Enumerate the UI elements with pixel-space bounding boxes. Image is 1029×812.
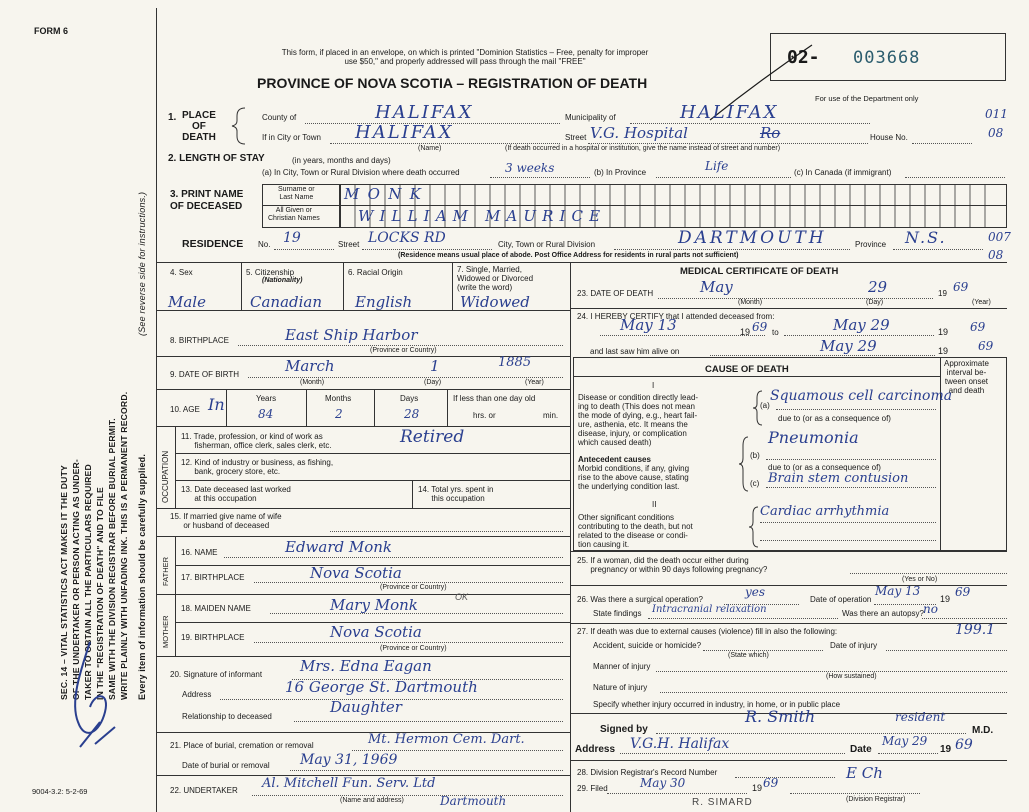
death-year-prefix: 19 bbox=[938, 289, 947, 298]
marital-status-label: 7. Single, Married, Widowed or Divorced (write the word) bbox=[457, 265, 534, 292]
dob-year-note: (Year) bbox=[525, 379, 544, 386]
residence-city-value: DARTMOUTH bbox=[678, 228, 827, 248]
citizenship-value: Canadian bbox=[250, 293, 323, 311]
residence-street-value: LOCKS RD bbox=[368, 230, 446, 246]
state-which-note: (State which) bbox=[728, 652, 769, 659]
place-code-2: 08 bbox=[988, 126, 1004, 140]
cause-b-value: Pneumonia bbox=[768, 428, 859, 447]
place-code-1: 011 bbox=[985, 107, 1008, 121]
age-label: 10. AGE bbox=[170, 405, 200, 414]
residence-code-2: 08 bbox=[988, 248, 1004, 262]
citizenship-note: (Nationality) bbox=[262, 277, 303, 284]
relationship-label: Relationship to deceased bbox=[182, 712, 272, 721]
residence-label: RESIDENCE bbox=[182, 238, 244, 250]
residence-street-label: Street bbox=[338, 240, 360, 249]
informant-signature-value: Mrs. Edna Eagan bbox=[300, 657, 432, 675]
filed-label: 29. Filed bbox=[577, 784, 608, 793]
cause-b-letter: (b) bbox=[750, 451, 760, 460]
marital-status-value: Widowed bbox=[460, 293, 530, 311]
house-no-label: House No. bbox=[870, 133, 908, 142]
racial-origin-value: English bbox=[355, 293, 413, 311]
father-name-label: 16. NAME bbox=[181, 548, 218, 557]
date-of-death-label: 23. DATE OF DEATH bbox=[577, 289, 654, 298]
handwritten-mark-icon bbox=[60, 632, 130, 752]
father-name-value: Edward Monk bbox=[285, 538, 393, 556]
sex-value: Male bbox=[168, 293, 206, 311]
cause-a-value: Squamous cell carcinoma bbox=[770, 388, 953, 404]
reg-number: 003668 bbox=[853, 48, 921, 68]
due-to-label-2: due to (or as a consequence of) bbox=[768, 463, 881, 472]
death-year-note: (Year) bbox=[972, 299, 991, 306]
injury-date-label: Date of injury bbox=[830, 641, 878, 650]
city-name-note: (Name) bbox=[418, 145, 442, 152]
other-conditions-value: Cardiac arrhythmia bbox=[760, 504, 890, 519]
cause-a-letter: (a) bbox=[760, 401, 770, 410]
attended-label: 24. I HEREBY CERTIFY that I attended deceased from: bbox=[577, 312, 775, 321]
residence-no-value: 19 bbox=[283, 230, 301, 246]
date-of-birth-label: 9. DATE OF BIRTH bbox=[170, 370, 240, 379]
mother-birthplace-value: Nova Scotia bbox=[330, 623, 422, 641]
dob-month-value: March bbox=[285, 357, 335, 375]
burial-date-label: Date of burial or removal bbox=[182, 761, 270, 770]
physician-signature: R. Smith bbox=[745, 707, 816, 726]
surname-value: MONK bbox=[344, 185, 430, 203]
last-seen-year-prefix: 19 bbox=[938, 346, 949, 356]
birthplace-label: 8. BIRTHPLACE bbox=[170, 336, 229, 345]
external-causes-label: 27. If death was due to external causes (violence) fill in also the following: bbox=[577, 627, 838, 636]
how-sustained-note: (How sustained) bbox=[826, 673, 877, 680]
undertaker-note: (Name and address) bbox=[340, 797, 404, 804]
side-text-line-3: TAKER TO OBTAIN ALL THE PARTICULARS REQUIRED bbox=[83, 464, 93, 700]
side-text-line-4: IN THE "REGISTRATION OF DEATH" AND TO FILE bbox=[95, 487, 105, 700]
side-text-line-5: SAME WITH THE DIVISION REGISTRAR BEFORE BURIAL PERMIT. bbox=[107, 418, 117, 700]
side-text-line-7: Every item of information should be carefully supplied. bbox=[137, 453, 147, 700]
dob-month-note: (Month) bbox=[300, 379, 325, 386]
autopsy-value: no bbox=[923, 602, 938, 616]
place-of-death-label: PLACE OF DEATH bbox=[182, 110, 216, 143]
certificate-year-prefix: 19 bbox=[940, 744, 952, 755]
mother-maiden-name-value: Mary Monk bbox=[330, 596, 418, 614]
father-birthplace-label: 17. BIRTHPLACE bbox=[181, 573, 245, 582]
attended-from-value: May 13 bbox=[620, 316, 677, 334]
residence-province-value: N.S. bbox=[905, 228, 947, 247]
physician-address-value: V.G.H. Halifax bbox=[630, 736, 730, 752]
filed-year-prefix: 19 bbox=[752, 783, 763, 793]
operation-date-label: Date of operation bbox=[810, 595, 872, 604]
part-two-label: II bbox=[652, 500, 657, 509]
citizenship-label: 5. Citizenship bbox=[246, 268, 295, 277]
other-brace-icon bbox=[748, 506, 760, 548]
birthplace-note: (Province or Country) bbox=[370, 347, 437, 354]
mail-notice-line-2: use $50," and properly addressed will pass through the mail "FREE" bbox=[344, 57, 586, 66]
from-year-prefix: 19 bbox=[740, 327, 751, 337]
dob-day-value: 1 bbox=[430, 357, 440, 375]
dob-year-value: 1885 bbox=[498, 355, 532, 370]
registrar-signature: E Ch bbox=[846, 764, 883, 782]
death-day-note: (Day) bbox=[866, 299, 884, 306]
age-days-label: Days bbox=[400, 394, 419, 403]
place-of-death-num: 1. bbox=[168, 112, 177, 123]
operation-date-value: May 13 bbox=[875, 584, 921, 598]
dob-day-note: (Day) bbox=[424, 379, 442, 386]
last-seen-value: May 29 bbox=[820, 337, 877, 355]
informant-address-value: 16 George St. Dartmouth bbox=[285, 678, 478, 696]
signed-by-label: Signed by bbox=[600, 724, 648, 735]
manner-label: Manner of injury bbox=[593, 662, 651, 671]
birthplace-value: East Ship Harbor bbox=[285, 326, 418, 344]
sex-label: 4. Sex bbox=[170, 268, 193, 277]
disease-label: Disease or condition directly lead- ing to death (This does not mean the mode of dying, e.g., heart fail- ure, asthenia, etc. It means the disease, injury, or complication which caused death) bbox=[578, 393, 699, 447]
attended-to-label: to bbox=[772, 328, 779, 337]
external-cause-code: 199.1 bbox=[955, 622, 996, 638]
age-in-value: In bbox=[208, 395, 225, 414]
ok-mark: OK bbox=[455, 592, 469, 602]
surname-label: Surname or Last Name bbox=[278, 186, 315, 201]
mother-birthplace-label: 19. BIRTHPLACE bbox=[181, 633, 245, 642]
specify-place-label: Specify whether injury occurred in industry, in home, or in public place bbox=[593, 700, 841, 709]
occupation-section-label: OCCUPATION bbox=[161, 450, 170, 503]
certificate-date-label: Date bbox=[850, 744, 872, 755]
stay-b-label: (b) In Province bbox=[594, 168, 647, 177]
undertaker-value: Al. Mitchell Fun. Serv. Ltd bbox=[262, 776, 436, 791]
stay-c-label: (c) In Canada (if immigrant) bbox=[794, 168, 892, 177]
form-title: PROVINCE OF NOVA SCOTIA – REGISTRATION OF DEATH bbox=[257, 75, 648, 91]
footer-code: 9004-3.2: 5-2-69 bbox=[32, 787, 88, 796]
part-one-label: I bbox=[652, 381, 655, 390]
reg-prefix: 02- bbox=[787, 47, 820, 68]
last-seen-label: and last saw him alive on bbox=[590, 347, 680, 356]
interval-label: Approximate interval be- tween onset and death bbox=[944, 359, 989, 395]
age-days-value: 28 bbox=[404, 407, 420, 421]
filed-value: May 30 bbox=[640, 776, 686, 790]
autopsy-label: Was there an autopsy? bbox=[842, 609, 924, 618]
municipality-label: Municipality of bbox=[565, 113, 616, 122]
antecedent-brace-icon bbox=[738, 436, 750, 492]
age-months-label: Months bbox=[325, 394, 352, 403]
municipality-value: HALIFAX bbox=[680, 102, 779, 123]
side-text-line-6: WRITE PLAINLY WITH UNFADING INK. THIS IS A PERMANENT RECORD. bbox=[119, 391, 129, 700]
surgery-question-label: 26. Was there a surgical operation? bbox=[577, 595, 703, 604]
filed-year-value: 69 bbox=[763, 776, 779, 790]
county-value: HALIFAX bbox=[375, 102, 474, 123]
surgery-value: yes bbox=[745, 585, 766, 599]
cause-c-letter: (c) bbox=[750, 479, 760, 488]
racial-origin-label: 6. Racial Origin bbox=[348, 268, 403, 277]
age-months-value: 2 bbox=[335, 407, 343, 421]
antecedent-note: Morbid conditions, if any, giving rise to the above cause, stating the underlying condition last. bbox=[578, 464, 690, 491]
age-years-label: Years bbox=[256, 394, 277, 403]
death-month-value: May bbox=[700, 278, 733, 296]
name-section-label: 3. PRINT NAME OF DECEASED bbox=[170, 189, 244, 212]
side-text-line-8: (See reverse side for instructions.) bbox=[137, 191, 147, 336]
county-label: County of bbox=[262, 113, 297, 122]
cause-c-value: Brain stem contusion bbox=[768, 471, 909, 486]
attended-to-value: May 29 bbox=[833, 316, 890, 334]
other-conditions-label: Other significant conditions contributing to the death, but not related to the disease or condi- tion causing it. bbox=[578, 513, 693, 549]
city-value: HALIFAX bbox=[355, 122, 454, 143]
accident-label: Accident, suicide or homicide? bbox=[593, 641, 702, 650]
stay-b-value: Life bbox=[705, 159, 729, 173]
medical-certificate-title: MEDICAL CERTIFICATE OF DEATH bbox=[680, 266, 839, 277]
department-use-note: For use of the Department only bbox=[815, 94, 919, 103]
side-text-line-2: OF THE UNDERTAKER OR PERSON ACTING AS UNDER- bbox=[71, 459, 81, 700]
mother-maiden-name-label: 18. MAIDEN NAME bbox=[181, 604, 251, 613]
attended-from-year: 69 bbox=[752, 320, 768, 334]
physician-address-label: Address bbox=[575, 744, 616, 755]
mail-notice bbox=[215, 48, 715, 66]
burial-place-label: 21. Place of burial, cremation or removal bbox=[170, 741, 314, 750]
undertaker-label: 22. UNDERTAKER bbox=[170, 786, 238, 795]
informant-address-label: Address bbox=[182, 690, 212, 699]
father-section-label: FATHER bbox=[161, 556, 170, 586]
stay-a-value: 3 weeks bbox=[505, 161, 555, 175]
min-label: min. bbox=[543, 411, 559, 420]
form-label: FORM 6 bbox=[34, 26, 69, 36]
length-of-stay-label: 2. LENGTH OF STAY bbox=[168, 153, 265, 164]
stay-a-label: (a) In City, Town or Rural Division where death occurred bbox=[262, 168, 460, 177]
hrs-label: hrs. or bbox=[473, 411, 496, 420]
less-than-day-label: If less than one day old bbox=[453, 394, 536, 403]
place-brace-icon bbox=[225, 106, 255, 146]
occupation-q14-label: 14. Total yrs. spent in this occupation bbox=[418, 485, 494, 503]
undertaker-address-value: Dartmouth bbox=[440, 794, 507, 808]
attended-to-year: 69 bbox=[970, 320, 986, 334]
cause-of-death-title: CAUSE OF DEATH bbox=[705, 364, 789, 375]
findings-value: Intracranial relaxation bbox=[652, 604, 767, 615]
mother-section-label: MOTHER bbox=[161, 615, 170, 648]
relationship-value: Daughter bbox=[330, 698, 402, 716]
mother-birthplace-note: (Province or Country) bbox=[380, 645, 447, 652]
nature-label: Nature of injury bbox=[593, 683, 648, 692]
last-seen-year: 69 bbox=[978, 339, 994, 353]
antecedent-label: Antecedent causes bbox=[578, 455, 651, 464]
spouse-label: 15. If married give name of wife or husband of deceased bbox=[170, 512, 282, 530]
burial-date-value: May 31, 1969 bbox=[300, 752, 398, 768]
residence-city-label: City, Town or Rural Division bbox=[498, 240, 596, 249]
findings-label: State findings bbox=[593, 609, 642, 618]
certificate-date-value: May 29 bbox=[882, 734, 928, 748]
residence-no-label: No. bbox=[258, 240, 271, 249]
residence-code-1: 007 bbox=[988, 230, 1011, 244]
registrar-note: (Division Registrar) bbox=[846, 796, 906, 803]
length-of-stay-note: (in years, months and days) bbox=[292, 156, 391, 165]
yes-no-note: (Yes or No) bbox=[902, 576, 938, 583]
occupation-q13-label: 13. Date deceased last worked at this occupation bbox=[181, 485, 291, 503]
side-text-line-1: SEC. 14 – VITAL STATISTICS ACT MAKES IT THE DUTY bbox=[59, 465, 69, 700]
city-label: If in City or Town bbox=[262, 133, 321, 142]
father-birthplace-value: Nova Scotia bbox=[310, 564, 402, 582]
occupation-q11-value: Retired bbox=[400, 427, 465, 447]
street-struck: Ro bbox=[760, 124, 781, 142]
death-day-value: 29 bbox=[868, 278, 888, 296]
registrar-stamp: R. SIMARD bbox=[692, 797, 753, 808]
md-label: M.D. bbox=[972, 725, 994, 736]
due-to-label-1: due to (or as a consequence of) bbox=[778, 414, 891, 423]
given-names-label: All Given or Christian Names bbox=[268, 207, 320, 222]
residence-province-label: Province bbox=[855, 240, 887, 249]
residence-note: (Residence means usual place of abode. Post Office Address for residents in rural parts not sufficient) bbox=[398, 252, 739, 259]
death-year-value: 69 bbox=[953, 280, 969, 294]
occupation-q11-label: 11. Trade, profession, or kind of work as fisherman, office clerk, sales clerk, etc. bbox=[181, 432, 332, 450]
street-value: V.G. Hospital bbox=[590, 124, 688, 142]
margin-rule bbox=[156, 8, 157, 812]
occupation-q12-label: 12. Kind of industry or business, as fishing, bank, grocery store, etc. bbox=[181, 458, 334, 476]
signature-note: resident bbox=[895, 710, 946, 724]
certificate-year-value: 69 bbox=[955, 737, 973, 753]
to-year-prefix: 19 bbox=[938, 327, 949, 337]
death-month-note: (Month) bbox=[738, 299, 763, 306]
given-names-value: WILLIAM MAURICE bbox=[358, 207, 607, 225]
hospital-note: (If death occurred in a hospital or institution, give the name instead of street and number) bbox=[505, 145, 781, 152]
burial-place-value: Mt. Hermon Cem. Dart. bbox=[368, 732, 525, 747]
father-birthplace-note: (Province or Country) bbox=[380, 584, 447, 591]
street-label: Street bbox=[565, 133, 587, 142]
operation-year-prefix: 19 bbox=[940, 594, 951, 604]
informant-signature-label: 20. Signature of informant bbox=[170, 670, 263, 679]
operation-year-value: 69 bbox=[955, 585, 971, 599]
mail-notice-line-1: This form, if placed in an envelope, on which is printed "Dominion Statistics – Free, penalty for improper bbox=[281, 48, 649, 57]
pregnancy-question-label: 25. If a woman, did the death occur either during pregnancy or within 90 days following pregnancy? bbox=[577, 556, 768, 574]
registrar-record-label: 28. Division Registrar's Record Number bbox=[577, 768, 718, 777]
age-years-value: 84 bbox=[258, 407, 274, 421]
